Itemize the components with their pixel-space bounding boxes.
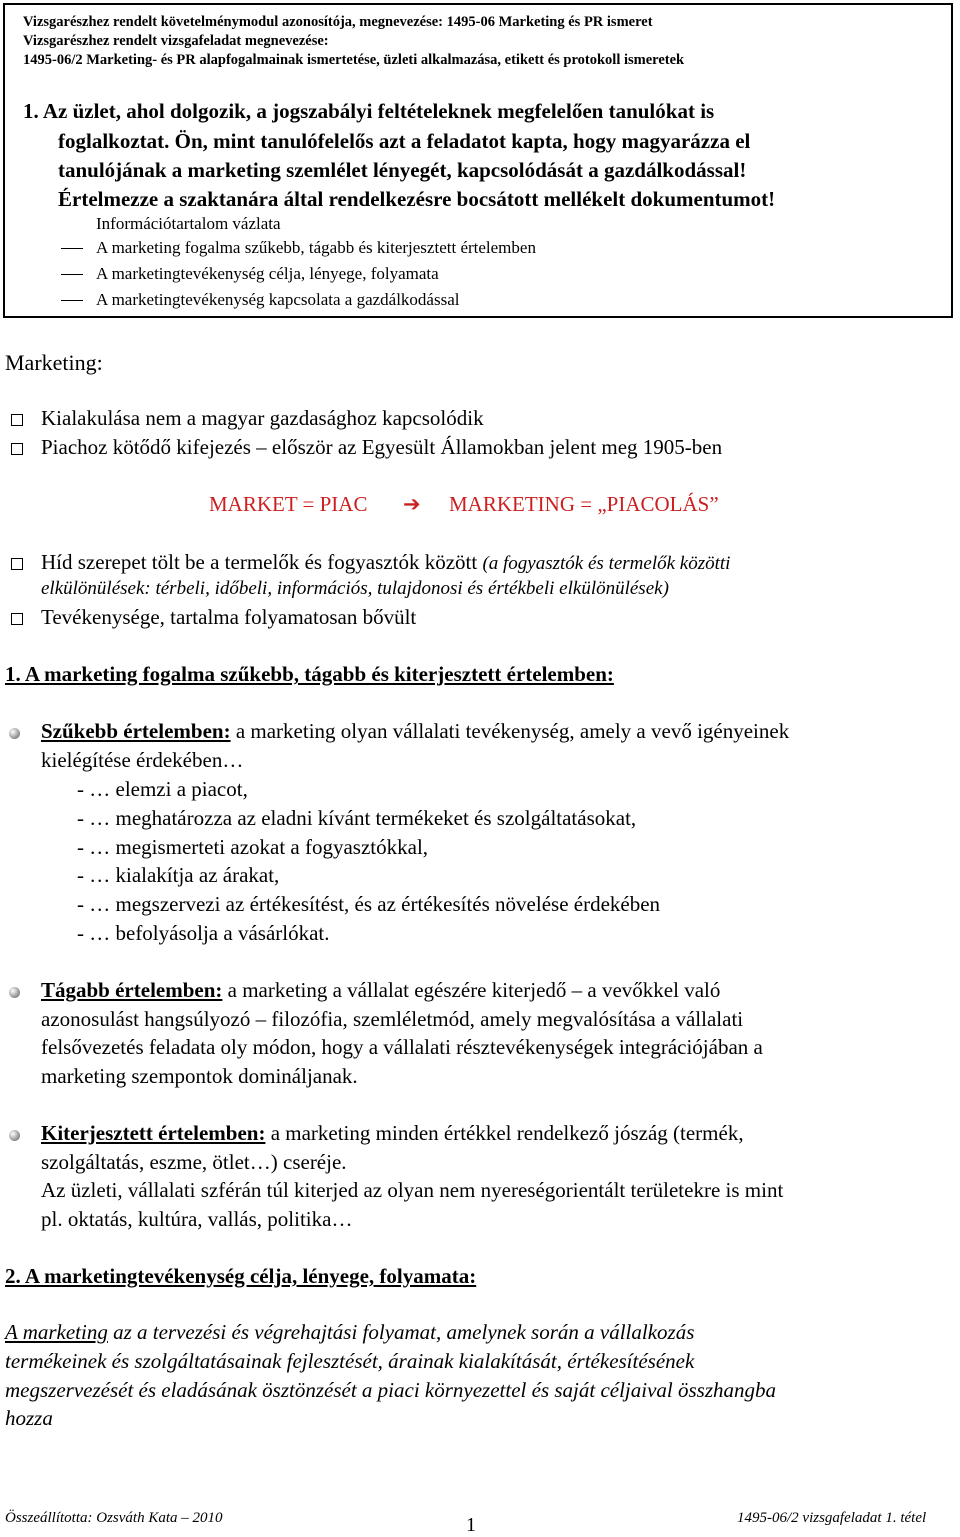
outline-item: A marketing fogalma szűkebb, tágabb és kiterjesztett értelemben [96,238,536,257]
outline-item: A marketingtevékenység kapcsolata a gazdálkodással [96,290,460,309]
bullet-main-text: Híd szerepet tölt be a termelők és fogyasztók között [41,550,478,574]
square-bullet-icon [11,443,23,455]
narrow-text: a marketing olyan vállalati tevékenység, amely a vevő igényeinek [230,719,790,743]
marketing-heading: Marketing: [5,350,103,375]
extended-text: pl. oktatás, kultúra, vallás, politika… [41,1207,353,1231]
task-box [3,3,953,318]
bullet-text [41,550,730,575]
bullet-italic-text: (a fogyasztók és termelők közötti [482,553,731,574]
square-bullet-icon [11,613,23,625]
task-text-line-4: Értelmezze a szaktanára által rendelkezésre bocsátott mellékelt dokumentumot! [58,187,776,211]
list-item: - … elemzi a piacot, [77,777,248,801]
ball-bullet-icon [9,987,20,998]
extended-definition [41,1121,744,1146]
narrow-definition [41,719,789,744]
footer-task-id: 1495-06/2 vizsgafeladat 1. tétel [737,1510,927,1526]
right-arrow-icon: ➔ [403,492,421,516]
extended-text: a marketing minden értékkel rendelkező jószág (termék, [265,1121,744,1145]
broad-text: azonosulást hangsúlyozó – filozófia, szemléletmód, amely megvalósítása a vállalati [41,1007,744,1031]
extended-label: Kiterjesztett értelemben: [41,1121,266,1145]
module-id-line: Vizsgarészhez rendelt követelménymodul azonosítója, megnevezése: 1495-06 Marketing és PR ismeret [23,14,653,30]
ball-bullet-icon [9,1130,20,1141]
extended-text: szolgáltatás, eszme, ötlet…) cseréje. [41,1150,347,1174]
marketing-definition [5,1320,694,1345]
list-item: - … kialakítja az árakat, [77,863,280,887]
section-2-heading: 2. A marketingtevékenység célja, lényege, folyamata: [5,1264,477,1288]
list-item: - … meghatározza az eladni kívánt termékeket és szolgáltatásokat, [77,806,637,830]
broad-definition [41,978,720,1003]
definition-text: az a tervezési és végrehajtási folyamat, amelynek során a vállalkozás [107,1320,695,1344]
definition-label: A marketing [5,1320,108,1344]
dash-icon [61,274,83,275]
footer-author: Összeállította: Ozsváth Kata – 2010 [5,1510,223,1526]
definition-text: termékeinek és szolgáltatásainak fejlesztését, árainak kialakítását, értékesítésének [5,1349,695,1373]
outline-item: A marketingtevékenység célja, lényege, folyamata [96,264,439,283]
equation-market: MARKET = PIAC [209,492,368,516]
broad-text: marketing szempontok domináljanak. [41,1064,358,1088]
task-name-line: 1495-06/2 Marketing- és PR alapfogalmainak ismertetése, üzleti alkalmazása, etikett és protokoll ismeretek [23,52,685,68]
list-item: - … megismerteti azokat a fogyasztókkal, [77,835,429,859]
square-bullet-icon [11,414,23,426]
ball-bullet-icon [9,728,20,739]
section-1-heading: 1. A marketing fogalma szűkebb, tágabb és kiterjesztett értelemben: [5,662,614,686]
task-text-line-1: 1. Az üzlet, ahol dolgozik, a jogszabályi feltételeknek megfelelően tanulókat is [23,99,715,123]
broad-label: Tágabb értelemben: [41,978,223,1002]
task-name-label: Vizsgarészhez rendelt vizsgafeladat megnevezése: [23,33,329,49]
definition-text: megszervezését és eladásának ösztönzését a piaci környezettel és saját céljaival összhangba [5,1378,777,1402]
broad-text: felsővezetés feladata oly módon, hogy a vállalati résztevékenységek integrációjában a [41,1035,763,1059]
bullet-text: Tevékenysége, tartalma folyamatosan bővült [41,605,417,629]
definition-text: hozza [5,1406,53,1430]
narrow-label: Szűkebb értelemben: [41,719,231,743]
square-bullet-icon [11,558,23,570]
page-number: 1 [466,1514,476,1536]
bullet-italic-text: elkülönülések: térbeli, időbeli, információs, tulajdonosi és értékbeli elkülönülések) [41,578,669,599]
extended-text: Az üzleti, vállalati szférán túl kiterjed az olyan nem nyereségorientált területekre is mint [41,1178,784,1202]
narrow-text: kielégítése érdekében… [41,748,244,772]
dash-icon [61,248,83,249]
dash-icon [61,300,83,301]
outline-title: Információtartalom vázlata [96,214,281,233]
bullet-text: Kialakulása nem a magyar gazdasághoz kapcsolódik [41,406,484,430]
bullet-text: Piachoz kötődő kifejezés – először az Egyesült Államokban jelent meg 1905-ben [41,435,723,459]
equation-marketing: MARKETING = „PIACOLÁS” [449,492,719,516]
list-item: - … befolyásolja a vásárlókat. [77,921,330,945]
task-text-line-2: foglalkoztat. Ön, mint tanulófelelős azt a feladatot kapta, hogy magyarázza el [58,129,751,153]
broad-text: a marketing a vállalat egészére kiterjedő – a vevőkkel való [222,978,721,1002]
list-item: - … megszervezi az értékesítést, és az értékesítés növelése érdekében [77,892,661,916]
task-text-line-3: tanulójának a marketing szemlélet lényegét, kapcsolódását a gazdálkodással! [58,158,747,182]
